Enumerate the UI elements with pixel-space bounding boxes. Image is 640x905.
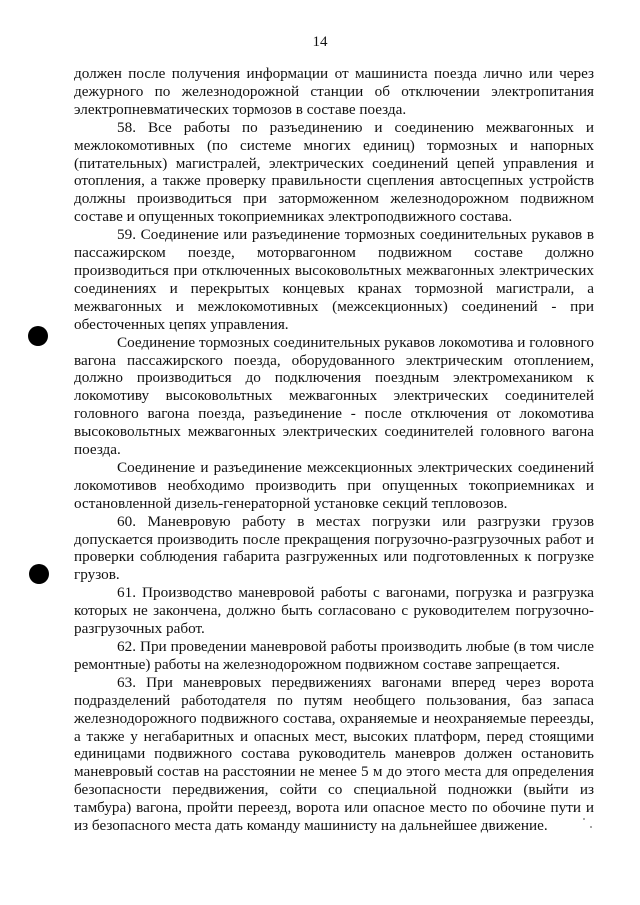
paragraph-62: 62. При проведении маневровой работы производить любые (в том числе ремонтные) работы на железнодорожном подвижном составе запрещается. [74,638,594,673]
paragraph-63: 63. При маневровых передвижениях вагонами вперед через ворота подразделений работодателя по путям необщего пользования, баз запаса железнодорожного подвижного состава, охраняемые и неохраняемые переезды, а также у негабаритных и опасных мест, высоких платформ, перед стоящими единицами подвижного состава руководитель маневров должен остановить маневровый состав на расстоянии не менее 5 м до этого места для определения безопасности передвижения, сойти со специальной подножки (выйти из тамбура) вагона, пройти переезд, ворота или опасное место по обочине пути и из безопасного места дать команду машинисту на дальнейшее движение. [74,673,594,835]
page-number: 14 [312,34,328,50]
document-body [74,65,594,835]
paragraph-61: 61. Производство маневровой работы с вагонами, погрузка и разгрузка которых не закончена, должно быть согласовано с руководителем погрузочно-разгрузочных работ. [74,584,594,638]
punch-hole [28,326,48,346]
paragraph-59-sections: Соединение и разъединение межсекционных электрических соединений локомотивов необходимо производить при опущенных токоприемниках и остановленной дизель-генераторной установке секций тепловозов. [74,458,594,512]
paragraph-59-connection: Соединение тормозных соединительных рукавов локомотива и головного вагона пассажирского поезда, оборудованного электрическим отоплением, должно производиться до подключения поездным электромехаником к локомотиву высоковольтных межвагонных электрических соединителей головного вагона поезда, разъединение - после отключения от локомотива высоковольтных межвагонных электрических соединителей головного вагона поезда. [74,333,594,459]
paragraph-59: 59. Соединение или разъединение тормозных соединительных рукавов в пассажирском поезде, моторвагонном подвижном составе должно производиться при отключенных высоковольтных межвагонных электрических соединениях и перекрытых концевых кранах тормозной магистрали, а межвагонных и межлокомотивных (межсекционных) соединений - при обесточенных цепях управления. [74,226,594,333]
paragraph-58: 58. Все работы по разъединению и соединению межвагонных и межлокомотивных (по системе многих единиц) тормозных и напорных (питательных) магистралей, электрических соединений цепей управления и отопления, а также проверку правильности сцепления автосцепных устройств должны производиться при заторможенном железнодорожном подвижном составе и опущенных токоприемниках электроподвижного состава. [74,118,594,226]
paragraph-continuation: должен после получения информации от машиниста поезда лично или через дежурного по железнодорожной станции об отключении электропитания электропневматических тормозов в составе поезда. [74,65,594,118]
paragraph-60: 60. Маневровую работу в местах погрузки или разгрузки грузов допускается производить после прекращения погрузочно-разгрузочных работ и проверки соблюдения габарита разгруженных или подготовленных к погрузке грузов. [74,512,594,584]
punch-hole [29,564,49,584]
